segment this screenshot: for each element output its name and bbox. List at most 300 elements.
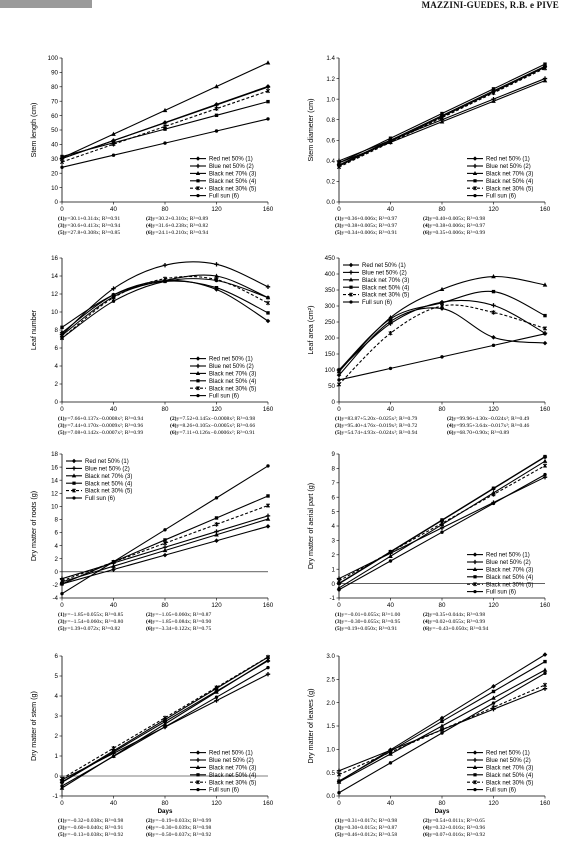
legend-marker — [196, 164, 200, 168]
equation-text: y=−1.05+0.060x; R²=0.87 — [152, 612, 212, 618]
x-tick-label: 80 — [161, 206, 169, 213]
legend-marker — [473, 179, 476, 182]
x-tick-label: 160 — [539, 406, 551, 413]
equation-id: (1) — [335, 216, 342, 222]
equation-id: (1) — [58, 216, 65, 222]
equation-text: y=−1.85+0.055x; R²=0.85 — [64, 612, 124, 618]
data-point — [440, 115, 443, 118]
x-tick-label: 120 — [488, 602, 499, 609]
data-point — [163, 141, 166, 144]
data-point — [389, 761, 392, 764]
equation-id: (3) — [335, 824, 342, 831]
x-tick-label: 160 — [539, 206, 551, 213]
running-title: MAZZINI-GUEDES, R.B. e PIVE — [421, 0, 559, 10]
data-point — [266, 503, 269, 507]
equation — [423, 223, 511, 230]
equation-text: y=0.32+0.016x; R²=0.96 — [429, 824, 486, 831]
x-tick-label: 160 — [262, 800, 274, 807]
y-tick-label: 9 — [331, 451, 335, 459]
equation-text: y=−0.43+0.050x; R²=0.94 — [429, 625, 489, 632]
equation-id: (2) — [146, 216, 153, 222]
y-tick-label: 0 — [331, 399, 335, 407]
y-tick-label: 3 — [54, 713, 58, 721]
data-point — [215, 696, 218, 699]
y-tick-label: 0.2 — [326, 178, 335, 186]
y-tick-label: 4 — [54, 542, 58, 550]
legend-marker — [72, 459, 76, 463]
data-point — [337, 588, 340, 591]
equation — [447, 416, 559, 423]
equation — [335, 430, 447, 437]
y-tick-label: 300 — [324, 303, 335, 311]
legend-entry: Black net 50% (4) — [209, 178, 257, 185]
data-point — [112, 560, 115, 563]
legend-entry: Black net 70% (3) — [209, 765, 257, 772]
y-tick-label: 0 — [54, 399, 58, 407]
y-tick-label: 400 — [324, 271, 335, 279]
header-bar — [0, 0, 92, 8]
equation-id: (2) — [146, 818, 153, 824]
equation-text: y=−0.30+0.055x; R²=0.95 — [341, 618, 401, 625]
y-tick-label: -4 — [52, 595, 58, 603]
legend-entry: Black net 30% (5) — [486, 582, 534, 589]
y-tick-label: 0 — [331, 580, 335, 588]
equation-text: y=7.08+0.142x−0.0007x²; R²=0.99 — [64, 429, 144, 436]
data-point — [266, 524, 271, 529]
legend-marker — [473, 164, 477, 168]
legend-entry: Blue net 50% (2) — [209, 364, 254, 371]
chart-panel-aerial-dry-matter — [283, 448, 563, 661]
legend-marker — [196, 364, 200, 368]
legend-marker — [473, 552, 477, 556]
data-point — [60, 155, 63, 158]
equation-row — [335, 619, 511, 626]
chart-panel-stem-length — [6, 52, 286, 265]
data-point — [60, 326, 63, 329]
data-point — [543, 341, 548, 346]
y-tick-label: 10 — [51, 503, 58, 511]
equation-row — [58, 216, 234, 223]
legend-marker — [349, 270, 353, 274]
data-point — [440, 530, 443, 533]
equation — [146, 223, 234, 230]
data-point — [266, 285, 270, 289]
legend-marker — [473, 590, 476, 593]
equation-id: (4) — [146, 618, 153, 625]
legend-marker — [349, 300, 352, 303]
equation-text: y=30.2+0.310x; R²=0.89 — [152, 216, 209, 222]
chart-panel-leaf-number — [6, 252, 286, 465]
legend-entry: Black net 50% (4) — [85, 481, 133, 488]
legend-entry: Full sun (6) — [486, 193, 517, 200]
data-point — [543, 455, 546, 458]
legend-entry: Black net 50% (4) — [486, 178, 534, 185]
equation-id: (1) — [335, 416, 342, 422]
chart-panel-stem-diameter — [283, 52, 563, 265]
data-point — [266, 311, 269, 314]
equation-text: y=7.52+0.145x−0.0008x²; R²=0.98 — [176, 416, 256, 422]
x-tick-label: 0 — [337, 406, 341, 413]
y-tick-label: 30 — [51, 156, 58, 163]
y-tick-label: 0.5 — [326, 769, 335, 777]
x-tick-label: 40 — [387, 406, 394, 413]
data-point — [389, 559, 392, 562]
legend-marker — [473, 773, 476, 776]
equation-id: (1) — [335, 818, 342, 824]
legend — [467, 552, 533, 595]
data-point — [337, 378, 340, 381]
equation — [146, 612, 234, 619]
legend-entry: Black net 50% (4) — [209, 772, 257, 779]
legend-entry: Red net 50% (1) — [486, 750, 530, 757]
x-tick-label: 0 — [60, 206, 64, 213]
y-tick-label: 0 — [54, 199, 58, 207]
equation — [170, 430, 282, 437]
data-point — [215, 516, 218, 519]
x-tick-label: 80 — [438, 206, 446, 213]
equation-row — [58, 818, 234, 825]
equation-text: y=24.1+0.210x; R²=0.94 — [152, 229, 209, 236]
data-point — [266, 672, 270, 676]
legend-entry: Red net 50% (1) — [362, 263, 406, 270]
y-tick-label: 450 — [324, 255, 335, 263]
legend-entry: Black net 70% (3) — [486, 171, 534, 178]
equation-id: (2) — [170, 416, 177, 422]
data-point — [389, 367, 392, 370]
equation-text: y=0.36+0.006x; R²=0.97 — [341, 216, 398, 222]
data-point — [266, 666, 269, 669]
data-point — [337, 382, 340, 386]
data-point — [266, 517, 271, 521]
y-tick-label: -1 — [329, 595, 335, 603]
data-point — [60, 784, 63, 787]
equation-id: (5) — [58, 429, 65, 436]
legend-marker — [473, 194, 476, 197]
equation-row — [58, 223, 234, 230]
y-tick-label: 0.8 — [326, 116, 335, 124]
y-axis-label: Leaf area (cm²) — [306, 305, 315, 355]
y-tick-label: 6 — [331, 494, 335, 502]
legend-marker — [196, 356, 200, 360]
data-point — [163, 263, 167, 267]
equation-id: (6) — [170, 429, 177, 436]
equation-row — [58, 416, 282, 423]
regression-equations — [58, 416, 282, 436]
legend-marker — [349, 263, 353, 267]
equation-id: (4) — [146, 824, 153, 831]
series-1 — [60, 524, 271, 586]
equation-text: y=0.54+0.011x; R²=0.65 — [429, 818, 485, 824]
data-point — [337, 779, 340, 782]
series-6 — [337, 473, 546, 592]
equation-text: y=1.39+0.072x; R²=0.82 — [64, 625, 121, 632]
equation-text: y=83.87+5.20x−0.025x²; R²=0.79 — [341, 416, 418, 422]
equation — [423, 230, 511, 237]
legend-entry: Blue net 50% (2) — [486, 758, 531, 765]
equation-text: y=−0.60+0.040x; R²=0.91 — [64, 824, 124, 831]
equation-text: y=0.35+0.006x; R²=0.99 — [429, 229, 486, 236]
x-tick-label: 0 — [60, 602, 64, 609]
legend-entry: Black net 50% (4) — [209, 378, 257, 385]
equation-text: y=99.95+3.64x−0.017x²; R²=0.46 — [453, 422, 530, 429]
equation-row — [335, 223, 511, 230]
data-point — [337, 791, 340, 794]
x-axis-label: Days — [434, 808, 450, 815]
x-tick-label: 120 — [488, 406, 499, 413]
data-point — [440, 355, 443, 358]
legend-entry: Black net 30% (5) — [486, 780, 534, 787]
x-tick-label: 40 — [110, 406, 117, 413]
legend-marker — [196, 194, 199, 197]
equation — [146, 832, 234, 839]
y-tick-label: 0.6 — [326, 137, 335, 145]
equation — [146, 818, 234, 825]
data-point — [215, 279, 218, 282]
legend-entry: Full sun (6) — [486, 787, 517, 794]
legend-entry: Red net 50% (1) — [209, 156, 253, 163]
data-point — [163, 725, 166, 728]
equation-id: (1) — [335, 612, 342, 618]
equation-row — [58, 626, 234, 633]
y-axis-label: Dry matter of stem (g) — [29, 691, 38, 761]
data-point — [214, 538, 219, 543]
x-tick-label: 120 — [211, 406, 222, 413]
data-point — [543, 683, 546, 687]
y-tick-label: 4 — [54, 693, 58, 701]
equation — [58, 230, 146, 237]
equation-row — [335, 626, 511, 633]
legend-entry: Blue net 50% (2) — [209, 164, 254, 171]
equation-text: y=−0.30+0.039x; R²=0.98 — [152, 824, 212, 831]
data-point — [543, 668, 548, 672]
data-point — [543, 463, 546, 467]
data-point — [389, 140, 392, 143]
legend-marker — [196, 179, 199, 182]
legend-entry: Full sun (6) — [209, 393, 240, 400]
y-tick-label: 0.0 — [326, 199, 335, 207]
equation-text: y=0.30+0.015x; R²=0.87 — [341, 824, 398, 831]
y-tick-label: -2 — [52, 582, 58, 590]
y-tick-label: 14 — [51, 477, 58, 485]
data-point — [266, 100, 269, 103]
equation-text: y=0.34+0.006x; R²=0.91 — [341, 229, 398, 236]
y-tick-label: 5 — [331, 508, 335, 516]
equation — [58, 818, 146, 825]
equation-text: y=0.31+0.017x; R²=0.98 — [341, 818, 398, 824]
regression-equations — [58, 818, 234, 838]
y-tick-label: 8 — [54, 327, 58, 335]
regression-equations — [335, 416, 559, 436]
y-tick-label: 12 — [51, 490, 58, 498]
equation-text: y=−1.54+0.060x; R²=0.80 — [64, 618, 124, 625]
data-point — [266, 117, 269, 120]
data-point — [543, 660, 546, 663]
equation-id: (6) — [146, 229, 153, 236]
data-point — [492, 701, 495, 704]
legend-marker — [349, 286, 352, 289]
y-axis-label: Stem length (cm) — [29, 102, 38, 158]
data-point — [337, 579, 340, 583]
legend-marker — [473, 156, 477, 160]
y-tick-label: 6 — [54, 529, 58, 537]
data-point — [337, 161, 340, 164]
y-tick-label: 8 — [54, 516, 58, 524]
y-tick-label: 250 — [324, 319, 335, 327]
legend-marker — [72, 482, 75, 485]
equation-text: y=−0.01+0.055x; R²=1.00 — [341, 612, 401, 618]
equation-id: (5) — [335, 229, 342, 236]
equation — [58, 832, 146, 839]
equation-text: y=30.6+0.413x; R²=0.94 — [64, 222, 121, 229]
y-tick-label: 0.4 — [326, 158, 335, 166]
equation-text: y=7.44+0.170x−0.0009x²; R²=0.96 — [64, 422, 144, 429]
data-point — [163, 716, 166, 720]
y-tick-label: 1.4 — [326, 55, 335, 63]
equation — [335, 230, 423, 237]
equation-text: y=68.70+0.90x; R²=0.89 — [453, 429, 510, 436]
data-point — [266, 296, 269, 299]
equation — [423, 216, 511, 223]
equation-id: (2) — [423, 818, 430, 824]
legend-entry: Black net 30% (5) — [209, 386, 257, 393]
equation — [146, 825, 234, 832]
data-point — [389, 317, 392, 320]
equation-id: (6) — [423, 229, 430, 236]
legend — [467, 156, 533, 199]
x-tick-label: 40 — [110, 602, 117, 609]
y-tick-label: 90 — [51, 69, 58, 77]
equation — [58, 430, 170, 437]
equation — [58, 416, 170, 423]
legend-entry: Blue net 50% (2) — [85, 466, 130, 473]
legend-marker — [196, 750, 200, 754]
equation — [423, 818, 511, 825]
legend-entry: Blue net 50% (2) — [486, 560, 531, 567]
equation — [335, 832, 423, 839]
y-tick-label: 0.0 — [326, 793, 335, 801]
series-2 — [60, 262, 270, 337]
data-point — [215, 496, 218, 499]
equation-id: (3) — [335, 222, 342, 229]
equation — [447, 423, 559, 430]
data-point — [440, 731, 443, 734]
equation-row — [58, 612, 234, 619]
series-line — [62, 281, 268, 327]
data-point — [492, 290, 495, 293]
legend-entry: Red net 50% (1) — [486, 552, 530, 559]
equation — [335, 619, 423, 626]
data-point — [60, 166, 63, 169]
equation — [335, 223, 423, 230]
data-point — [491, 303, 495, 307]
data-point — [111, 567, 116, 572]
data-point — [214, 698, 218, 702]
legend-marker — [196, 788, 199, 791]
equation — [335, 825, 423, 832]
equation-id: (5) — [335, 625, 342, 632]
legend-entry: Full sun (6) — [362, 300, 393, 307]
series-6 — [337, 332, 546, 381]
y-tick-label: 8 — [331, 465, 335, 473]
data-point — [440, 112, 443, 115]
equation-id: (6) — [146, 625, 153, 632]
equation — [335, 216, 423, 223]
series-line — [339, 308, 545, 375]
equation — [146, 230, 234, 237]
y-tick-label: 2.5 — [326, 676, 335, 684]
legend-entry: Red net 50% (1) — [486, 156, 530, 163]
equation-row — [335, 430, 559, 437]
legend-entry: Black net 30% (5) — [85, 488, 133, 495]
equation-row — [58, 619, 234, 626]
x-tick-label: 80 — [161, 800, 169, 807]
data-point — [215, 129, 218, 132]
series-3 — [60, 517, 271, 584]
data-point — [60, 336, 63, 339]
data-point — [215, 286, 218, 289]
equation-text: y=0.38+0.005x; R²=0.97 — [341, 222, 398, 229]
equation — [58, 216, 146, 223]
data-point — [543, 314, 546, 317]
y-tick-label: 3.0 — [326, 653, 335, 661]
y-tick-label: 1.0 — [326, 746, 335, 754]
y-tick-label: 12 — [51, 291, 58, 299]
equation-id: (6) — [146, 831, 153, 838]
y-tick-label: 0 — [54, 569, 58, 577]
legend-entry: Blue net 50% (2) — [362, 270, 407, 277]
y-tick-label: 2 — [331, 552, 335, 559]
legend-marker — [473, 575, 476, 578]
y-axis-label: Dry matter of leaves (g) — [306, 688, 315, 764]
equation-id: (5) — [335, 831, 342, 838]
equation — [58, 423, 170, 430]
equation — [146, 626, 234, 633]
legend-entry: Black net 70% (3) — [486, 765, 534, 772]
chart-panel-stem-dry-matter — [6, 650, 286, 863]
x-tick-label: 0 — [337, 602, 341, 609]
regression-equations — [58, 612, 234, 632]
equation-id: (4) — [423, 222, 430, 229]
equation-id: (4) — [170, 422, 177, 429]
x-tick-label: 0 — [60, 800, 64, 807]
legend-marker — [473, 560, 477, 564]
data-point — [389, 331, 392, 335]
x-tick-label: 120 — [488, 800, 499, 807]
data-point — [112, 154, 115, 157]
equation-id: (3) — [335, 618, 342, 625]
series-line — [62, 262, 268, 335]
x-tick-label: 160 — [262, 406, 274, 413]
equation — [423, 626, 511, 633]
y-tick-label: 1.0 — [326, 96, 335, 104]
legend-entry: Black net 50% (4) — [486, 574, 534, 581]
legend-entry: Red net 50% (1) — [85, 459, 129, 466]
x-tick-label: 0 — [337, 206, 341, 213]
equation-id: (2) — [447, 416, 454, 422]
x-tick-label: 80 — [161, 602, 169, 609]
legend-entry: Full sun (6) — [85, 496, 116, 503]
y-tick-label: 100 — [47, 55, 58, 63]
equation-row — [58, 230, 234, 237]
equation-text: y=−0.32+0.038x; R²=0.98 — [64, 818, 124, 824]
y-tick-label: 1 — [331, 566, 335, 574]
equation-id: (5) — [58, 831, 65, 838]
equation-text: y=0.19+0.050x; R²=0.91 — [341, 625, 398, 632]
data-point — [492, 90, 495, 93]
x-tick-label: 0 — [337, 800, 341, 807]
x-tick-label: 160 — [539, 602, 551, 609]
data-point — [266, 85, 270, 89]
